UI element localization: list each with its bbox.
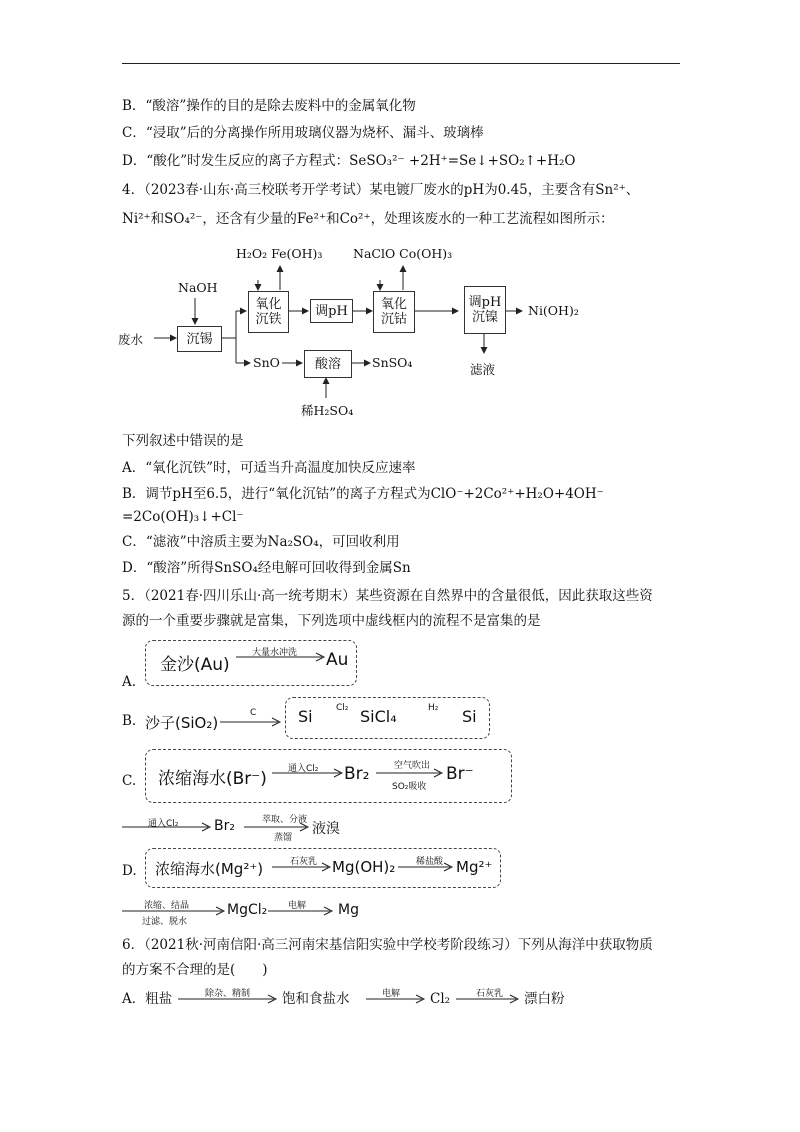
q5-option-a-label: A. [122,674,137,690]
q5-c-after-arrow1 [122,822,212,832]
step-adjust-ph: 调pH [310,299,353,323]
q6-a-m2: Cl₂ [430,991,451,1007]
q6-option-a-start: A．粗盐 [122,991,173,1007]
q5-option-b-label: B. [122,713,137,729]
step-iron-oxidation: 氧化 沉铁 [248,291,289,333]
q6-a-c1: 除杂、精制 [205,989,251,999]
q5-d-after-c2: 电解 [288,901,307,911]
reagent-dilute-sulfuric-acid: 稀H₂SO₄ [301,403,354,418]
q5-c-mid: Br₂ [344,764,370,784]
q5-a-condition: 大量水冲洗 [252,648,298,658]
q5-c-arrow2 [376,768,444,778]
q6-a-arrow2 [366,994,426,1004]
q4-option-a: A．“氧化沉铁”时，可适当升高温度加快反应速率 [122,460,416,476]
q5-a-end: Au [326,650,349,670]
q6-a-end: 漂白粉 [524,991,565,1007]
q5-b-c2: H₂ [428,703,439,713]
q5-d-c2: 稀盐酸 [416,857,444,867]
q6-a-m1: 饱和食盐水 [282,991,350,1007]
q5-c-after-c2b: 蒸馏 [274,833,293,843]
q5-option-d-label: D. [122,863,137,879]
q3-option-c: C．“浸取”后的分离操作所用玻璃仪器为烧杯、漏斗、玻璃棒 [122,125,484,141]
q5-d-start: 浓缩海水(Mg²⁺) [155,860,264,878]
q3-option-b: B．“酸溶”操作的目的是除去废料中的金属氧化物 [122,98,416,114]
q5-d-after-c1b: 过滤、脱水 [142,917,188,927]
q5-c-start: 浓缩海水(Br⁻) [158,769,267,789]
top-rule [122,63,680,64]
q5-c-c1: 通入Cl₂ [288,764,319,774]
q5-c-arrow1 [272,768,344,778]
q5-d-arrow2 [398,862,454,872]
q5-c-after-c2a: 萃取、分液 [262,815,308,825]
q5-b-s2: SiCl₄ [360,707,397,726]
q4-stem-line1: 4．（2023春·山东·高三校联考开学考试）某电镀厂废水的pH为0.45，主要含有Sn²⁺、 [122,182,640,198]
q5-c-c2b: SO₂吸收 [392,782,427,792]
q6-stem-line2: 的方案不合理的是( ) [122,962,268,978]
q6-a-c3: 石灰乳 [476,989,504,999]
q6-a-arrow3 [456,994,520,1004]
step-tin-precipitation: 沉锡 [177,326,222,352]
q5-c-after-mid: Br₂ [214,818,235,834]
q5-d-end: Mg²⁺ [456,858,493,876]
q4-option-b-line1: B．调节pH至6.5，进行“氧化沉钴”的离子方程式为ClO⁻+2Co²⁺+H₂O+4OH⁻ [122,486,604,502]
q5-d-c1: 石灰乳 [290,857,318,867]
intermediate-sno: SnO [253,355,280,370]
step-cobalt-oxidation: 氧化 沉钴 [373,291,415,333]
q4-option-d: D．“酸溶”所得SnSO₄经电解可回收得到金属Sn [122,560,411,576]
q6-a-c2: 电解 [382,989,401,999]
q5-b-s3: Si [462,707,477,726]
q4-option-c: C．“滤液”中溶质主要为Na₂SO₄，可回收利用 [122,534,400,550]
product-tin-sulfate: SnSO₄ [372,355,413,370]
q5-b-c1: Cl₂ [336,703,349,713]
q5-b-s1: Si [298,707,313,726]
q4-option-b-line2: =2Co(OH)₃↓+Cl⁻ [122,509,244,525]
q4-prompt: 下列叙述中错误的是 [122,433,244,449]
q5-b-pre-condition: C [250,708,257,718]
q6-a-arrow1 [178,994,278,1004]
q5-c-after-end: 液溴 [312,821,340,837]
product-nickel-hydroxide: Ni(OH)₂ [528,303,579,318]
reagent-naoh: NaOH [178,280,218,295]
q5-b-pre-arrow [220,717,282,727]
q5-c-c2a: 空气吹出 [394,761,431,771]
q5-d-after-mid: MgCl₂ [227,902,268,918]
q5-stem-line1: 5．（2021春·四川乐山·高一统考期末）某些资源在自然界中的含量很低，因此获取这些资 [122,588,653,604]
q6-stem-line1: 6．（2021秋·河南信阳·高三河南宋基信阳实验中学校考阶段练习）下列从海洋中获取物质 [122,937,653,953]
q5-stem-line2: 源的一个重要步骤就是富集，下列选项中虚线框内的流程不是富集的是 [122,613,541,629]
q5-c-after-arrow2 [244,822,310,832]
reagents-iron-step: H₂O₂ Fe(OH)₃ [236,246,323,261]
q4-stem-line2: Ni²⁺和SO₄²⁻，还含有少量的Fe²⁺和Co²⁺，处理该废水的一种工艺流程如图所示： [122,211,614,227]
reagents-cobalt-step: NaClO Co(OH)₃ [353,246,453,261]
step-nickel-precipitation: 调pH 沉镍 [464,286,506,334]
q5-option-c-label: C. [122,773,137,789]
q5-d-arrow1 [272,862,332,872]
q5-a-arrow [236,652,326,662]
q5-d-after-arrow1 [122,906,226,916]
step-acid-dissolution: 酸溶 [304,350,352,378]
q5-d-mid: Mg(OH)₂ [332,858,396,876]
q5-d-after-arrow2 [268,906,334,916]
q5-c-end: Br⁻ [446,764,474,784]
q5-d-after-end: Mg [338,902,359,918]
q5-a-start: 金沙(Au) [160,655,230,675]
filtrate-label: 滤液 [470,362,496,377]
q5-c-after-c1: 通入Cl₂ [148,819,179,829]
q5-d-after-c1a: 浓缩、结晶 [144,901,190,911]
input-wastewater: 废水 [118,332,144,347]
q3-option-d: D．“酸化”时发生反应的离子方程式：SeSO₃²⁻ +2H⁺=Se↓+SO₂↑+H₂O [122,153,576,169]
q5-b-pre: 沙子(SiO₂) [145,714,219,732]
